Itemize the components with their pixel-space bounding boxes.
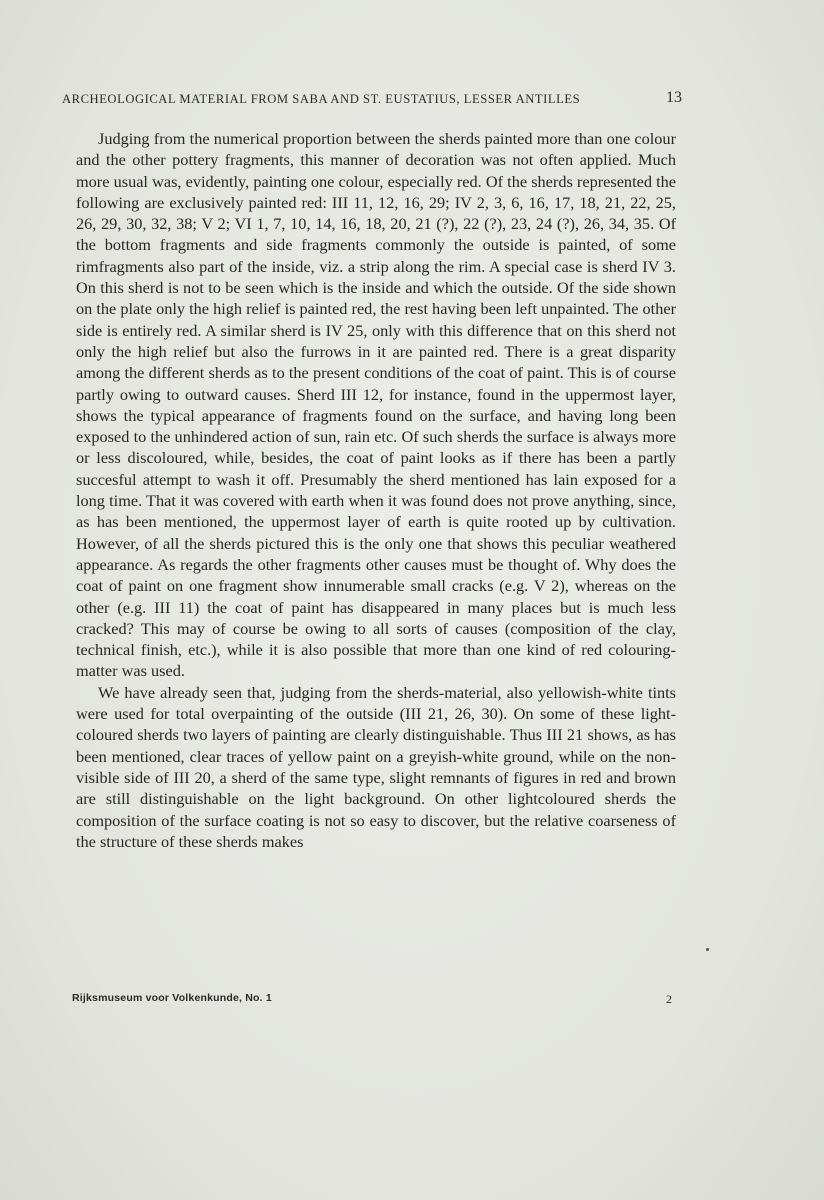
body-text xyxy=(76,128,676,852)
running-title: ARCHEOLOGICAL MATERIAL FROM SABA AND ST. EUSTATIUS, LESSER ANTILLES xyxy=(62,92,581,106)
page-number: 13 xyxy=(666,89,682,106)
signature-mark: 2 xyxy=(666,992,672,1006)
series-imprint: Rijksmuseum voor Volkenkunde, No. 1 xyxy=(72,992,272,1004)
paragraph-2: We have already seen that, judging from the sherds-material, also yellowish-white tints were used for total overpainting of the outside (III 21, 26, 30). On some of these light-coloured sherds two layers of painting are clearly distinguishable. Thus III 21 shows, as has been mentioned, clear traces of yellow paint on a greyish-white ground, while on the non-visible side of III 20, a sherd of the same type, slight remnants of figures in red and brown are still distinguishable on the light background. On other lightcoloured sherds the composition of the surface coating is not so easy to discover, but the relative coarseness of the structure of these sherds makes xyxy=(76,682,676,851)
paragraph-1: Judging from the numerical proportion between the sherds painted more than one colour and the other pottery fragments, this manner of decoration was not often applied. Much more usual was, evidently, painting one colour, especially red. Of the sherds represented the following are exclusively painted red: III 11, 12, 16, 29; IV 2, 3, 6, 16, 17, 18, 21, 22, 25, 26, 29, 30, 32, 38; V 2; VI 1, 7, 10, 14, 16, 18, 20, 21 (?), 22 (?), 23, 24 (?), 26, 34, 35. Of the bottom fragments and side fragments commonly the outside is painted, of some rimfragments also part of the inside, viz. a strip along the rim. A special case is sherd IV 3. On this sherd is not to be seen which is the inside and which the outside. Of the side shown on the plate only the high relief is painted red, the rest having been left unpainted. The other side is entirely red. A similar sherd is IV 25, only with this difference that on this sherd not only the high relief but also the furrows in it are painted red. There is a great disparity among the different sherds as to the present conditions of the coat of paint. This is of course partly owing to outward causes. Sherd III 12, for instance, found in the uppermost layer, shows the typical appearance of fragments found on the surface, and having long been exposed to the unhindered action of sun, rain etc. Of such sherds the surface is always more or less discoloured, while, besides, the coat of paint looks as if there has been a partly succesful attempt to wash it off. Presumably the sherd mentioned has lain exposed for a long time. That it was covered with earth when it was found does not prove anything, since, as has been mentioned, the uppermost layer of earth is quite rooted up by cultivation. However, of all the sherds pictured this is the only one that shows this peculiar weathered appearance. As regards the other fragments other causes must be thought of. Why does the coat of paint on one fragment show innumerable small cracks (e.g. V 2), whereas on the other (e.g. III 11) the coat of paint has disappeared in many places but is much less cracked? This may of course be owing to all sorts of causes (composition of the clay, technical finish, etc.), while it is also possible that more than one kind of red colouring-matter was used. xyxy=(76,129,676,681)
paper-speck xyxy=(706,948,709,951)
footer xyxy=(72,992,672,1004)
running-header xyxy=(62,89,682,107)
